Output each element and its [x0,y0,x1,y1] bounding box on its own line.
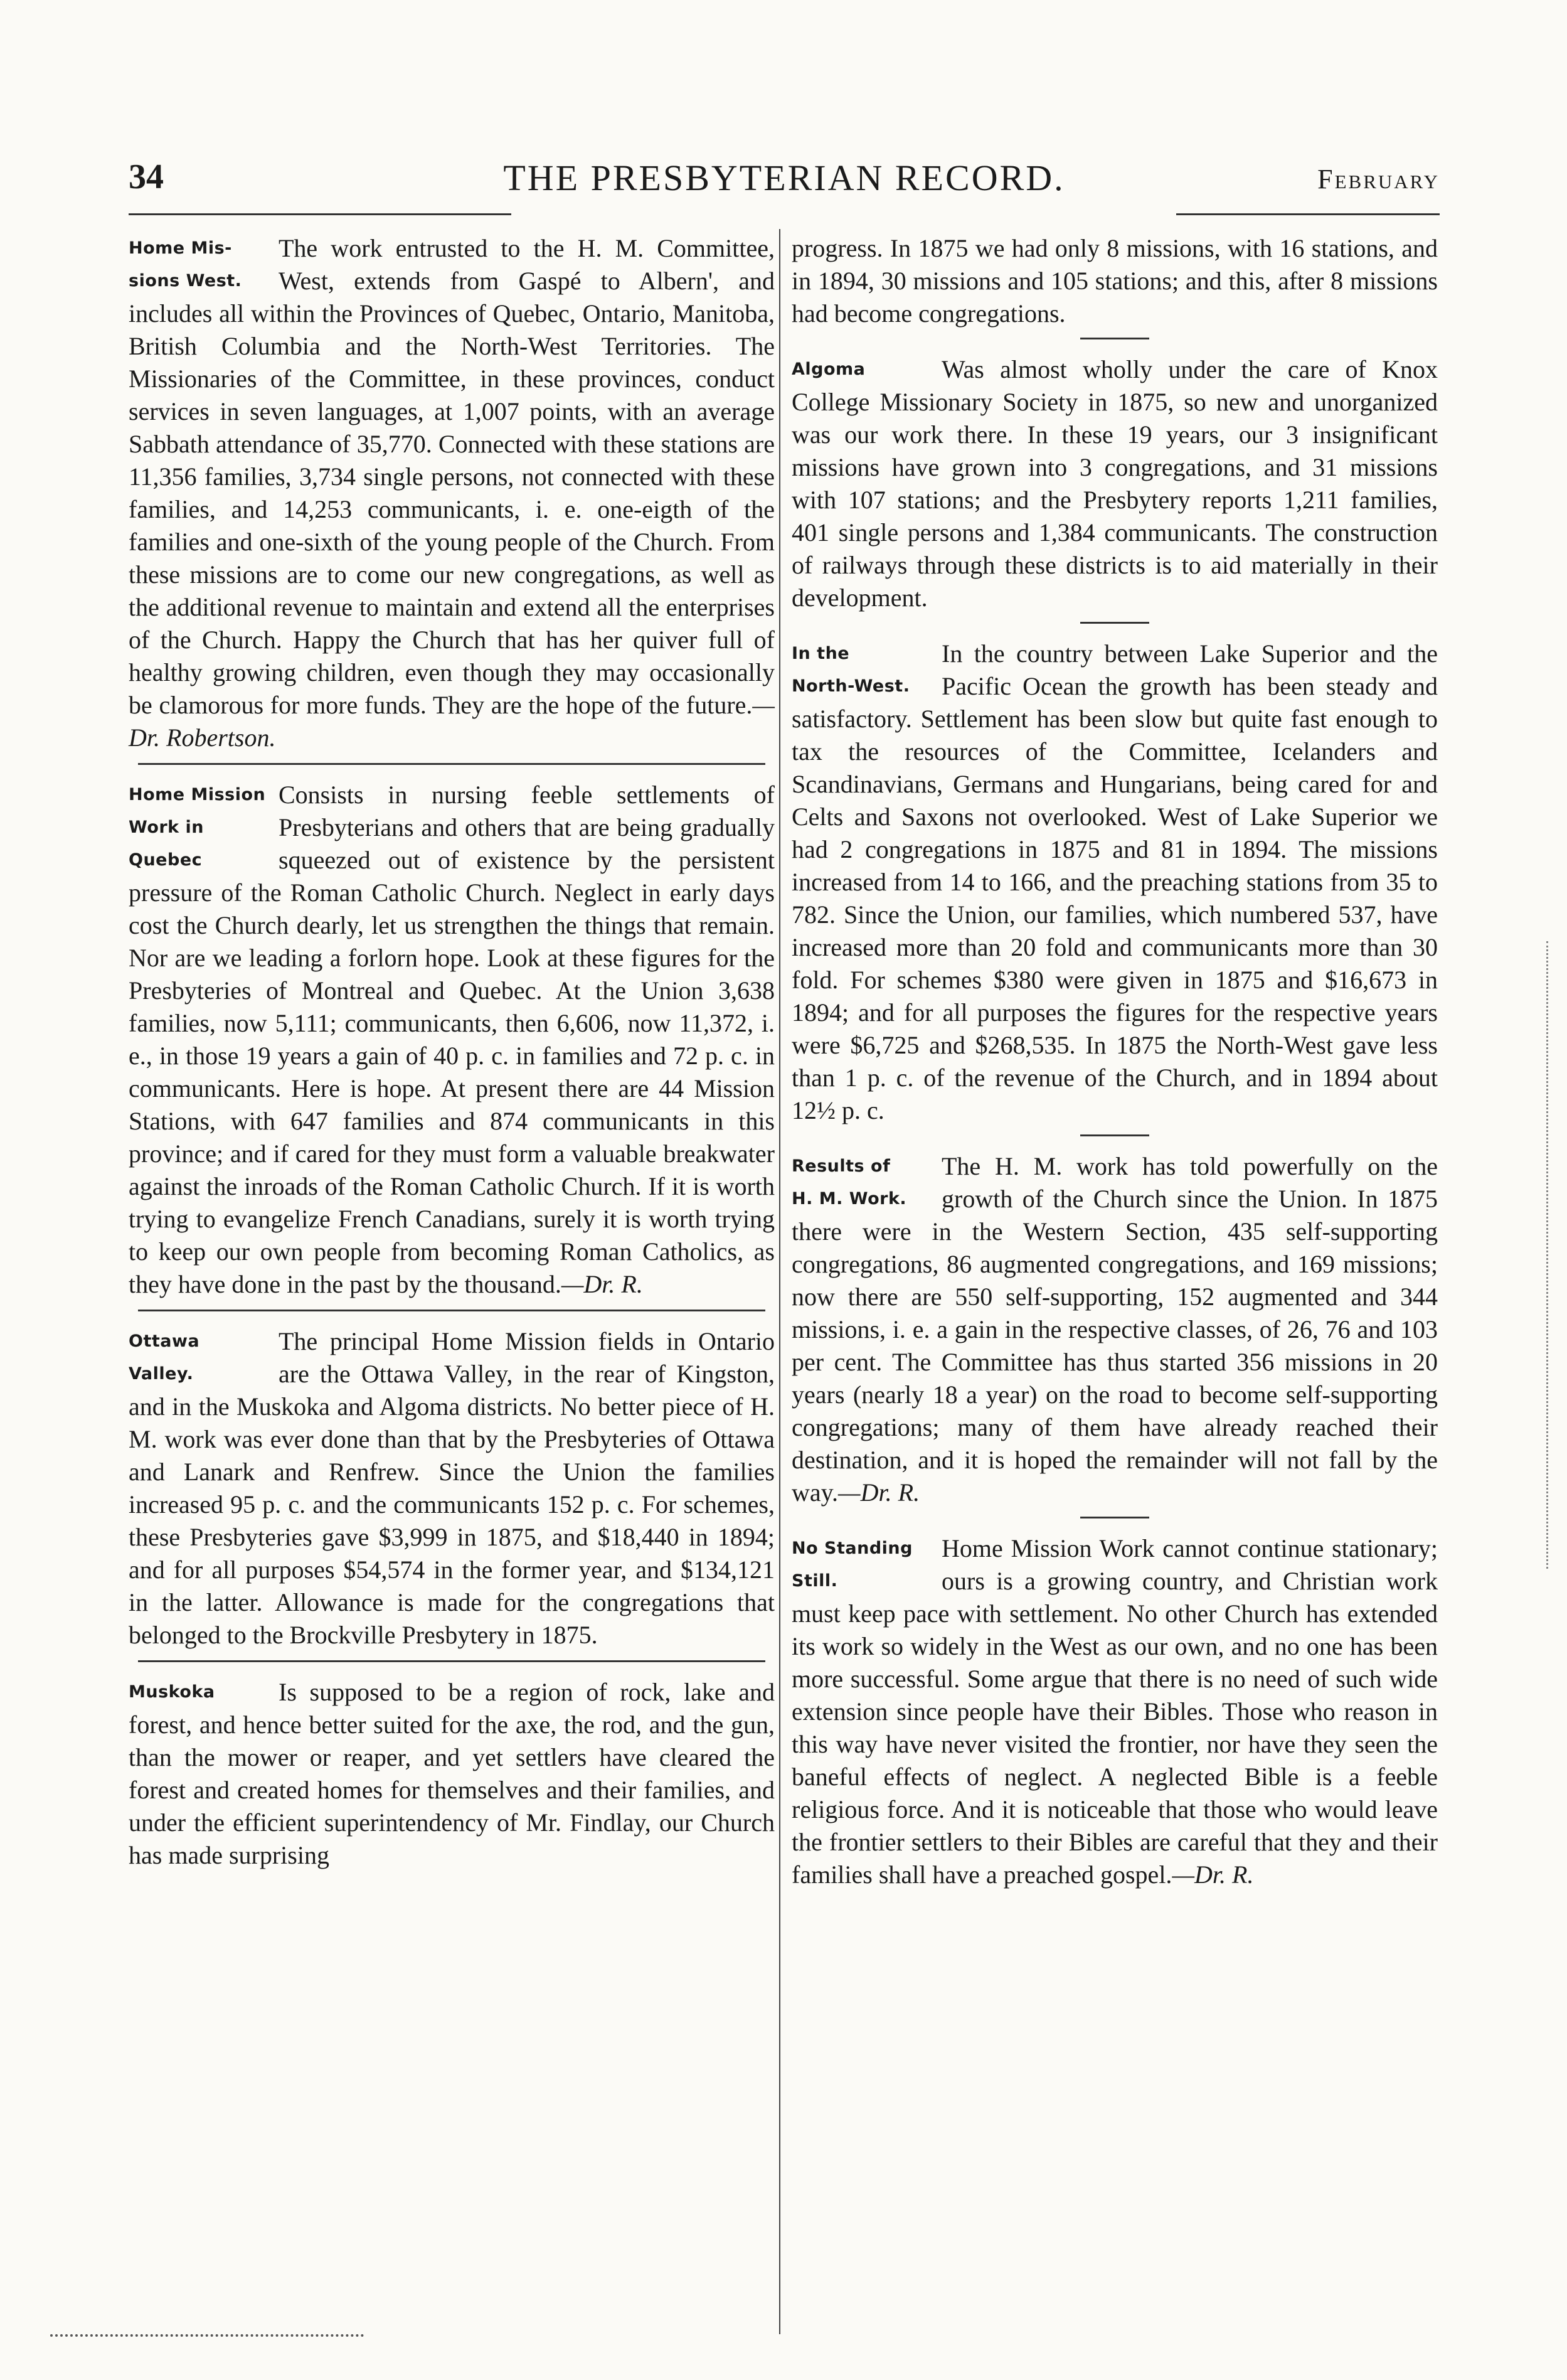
page-number: 34 [129,157,164,196]
section-rule [1080,1517,1149,1518]
article-credit: —Dr. R. [838,1478,920,1507]
journal-title: THE PRESBYTERIAN RECORD. [503,157,1065,198]
article-credit: —Dr. R. [1172,1860,1254,1889]
section-rule [1080,338,1149,339]
header-rule-left [129,213,511,215]
article-side-heading: Home Mission Work in Quebec [129,785,266,870]
article-quebec [129,779,775,1301]
article-body: The principal Home Mission fields in Ontario are the Ottawa Valley, in the rear of Kingston, and in the Muskoka and Algoma districts. No better piece of H. M. work was ever done than that by the Presbyteries of Ottawa and Lanark and Renfrew. Since the Union the families increased 95 p. c. and the communicants 152 p. c. For schemes, these Presbyteries gave $3,999 in 1875, and $18,440 in 1894; and for all purposes $54,574 in the former year, and $134,121 in the latter. Allowance is made for the congregations that belonged to the Brockville Presbytery in 1875. [129,1327,775,1649]
left-column [129,232,775,1872]
article-results-hm-work [792,1150,1438,1509]
article-muskoka-continued [792,232,1438,330]
article-body: The H. M. work has told powerfully on the growth of the Church since the Union. In 1875 there were in the Western Section, 435 self-supporting congregations, 86 augmented congregations, and 169 missions; now there are 550 self-supporting, 152 augmented and 344 missions, i. e. a gain in the respective classes, of 26, 76 and 103 per cent. The Committee has thus started 356 missions in 20 years (nearly 18 a year) on the road to become self-supporting congregations; many of them have already reached their destination, and it is hoped the remainder will not fall by the way. [792,1152,1438,1507]
section-rule [138,1660,765,1662]
article-side-heading: In the North-West. [792,644,910,696]
right-column [792,232,1438,1891]
article-body: In the country between Lake Superior and the Pacific Ocean the growth has been steady and satisfactory. Settlement has been slow but quite fast enough to tax the resources of the Committee, Icelanders and Scandinavians, Germans and Hungarians, being cared for and Celts and Saxons not overlooked. West of Lake Superior we had 2 congregations in 1875 and 81 in 1894. The missions increased from 14 to 166, and the preaching stations from 35 to 782. Since the Union, our families, which numbered 537, have increased more than 20 fold and communicants more than 30 fold. For schemes $380 were given in 1875 and $16,673 in 1894; and for all purposes the figures for the respective years were $6,725 and $268,535. In 1875 the North-West gave less than 1 p. c. of the revenue of the Church, and in 1894 about 12½ p. c. [792,639,1438,1124]
issue-month: February [1317,164,1440,195]
article-body: Consists in nursing feeble settlements of Presbyterians and others that are being gradually squeezed out of existence by the persistent pressure of the Roman Catholic Church. Neglect in early days cost the Church dearly, let us strengthen the things that remain. Nor are we leading a forlorn hope. Look at these figures for the Presbyteries of Montreal and Quebec. At the Union 3,638 families, now 5,111; communicants, then 6,606, now 11,372, i. e., in those 19 years a gain of 40 p. c. in families and 72 p. c. in communicants. Here is hope. At present there are 44 Mission Stations, with 647 families and 874 communicants in this province; and if cared for they must form a valuable breakwater against the inroads of the Roman Catholic Church. If it is worth trying to evangelize French Canadians, surely it is worth trying to keep our own people from becoming Roman Catholics, as they have done in the past by the thousand. [129,781,775,1298]
header-rule-right [1176,213,1440,215]
article-side-heading: Ottawa Valley. [129,1331,200,1384]
article-body: progress. In 1875 we had only 8 missions, with 16 stations, and in 1894, 30 missions and 105 stations; and this, after 8 missions had become congregations. [792,234,1438,328]
article-no-standing-still [792,1532,1438,1891]
article-algoma [792,353,1438,614]
article-body: The work entrusted to the H. M. Committee, West, extends from Gaspé to Albern', and includes all within the Provinces of Quebec, Ontario, Manitoba, British Columbia and the North-West Territories. The Missionaries of the Committee, in these provinces, conduct services in seven languages, at 1,007 points, with an average Sabbath attendance of 35,770. Connected with these stations are 11,356 families, 3,734 single persons, not connected with these families, and 14,253 communicants, i. e. one-eigth of the families and one-sixth of the young people of the Church. From these missions are to come our new congregations, as well as the additional revenue to maintain and extend all the enterprises of the Church. Happy the Church that has her quiver full of healthy growing children, even though they may occasionally be clamorous for more funds. They are the hope of the future. [129,234,775,719]
article-credit: —Dr. R. [561,1270,643,1298]
section-rule [1080,622,1149,624]
section-rule [138,1310,765,1311]
article-credit: —Dr. Robertson. [129,691,775,752]
section-rule [138,763,765,765]
article-side-heading: Results of H. M. Work. [792,1156,907,1209]
column-divider [779,229,780,2334]
article-side-heading: Algoma [792,360,866,379]
article-north-west [792,638,1438,1127]
article-body: Is supposed to be a region of rock, lake and forest, and hence better suited for the axe, the rod, and the gun, than the mower or reaper, and yet settlers have cleared the forest and created homes for themselves and their families, and under the efficient superintendency of Mr. Findlay, our Church has made surprising [129,1678,775,1869]
article-body: Home Mission Work cannot continue stationary; ours is a growing country, and Christian work must keep pace with settlement. No other Church has extended its work so widely in the West as our own, and no one has been more successful. Some argue that there is no need of such wide extension since people have their Bibles. Those who reason in this way have never visited the frontier, nor have they seen the baneful effects of neglect. A neglected Bible is a feeble religious force. And it is noticeable that those who would leave the frontier settlers to their Bibles are careful that they and their families shall have a preached gospel. [792,1534,1438,1889]
article-side-heading: No Standing Still. [792,1539,913,1591]
scan-artifact-marks [50,2334,364,2343]
article-home-missions-west [129,232,775,754]
article-ottawa-valley [129,1325,775,1652]
article-muskoka [129,1676,775,1872]
scan-edge-marks [1546,941,1553,1569]
article-body: Was almost wholly under the care of Knox College Missionary Society in 1875, so new and unorganized was our work there. In these 19 years, our 3 insignificant missions have grown into 3 congregations, and 31 missions with 107 stations; and the Presbytery reports 1,211 families, 401 single persons and 1,384 communicants. The construction of railways through these districts is to aid materially in their development. [792,355,1438,612]
article-side-heading: Home Mis- sions West. [129,238,242,291]
section-rule [1080,1134,1149,1136]
article-side-heading: Muskoka [129,1682,215,1702]
page-header [129,157,1440,207]
